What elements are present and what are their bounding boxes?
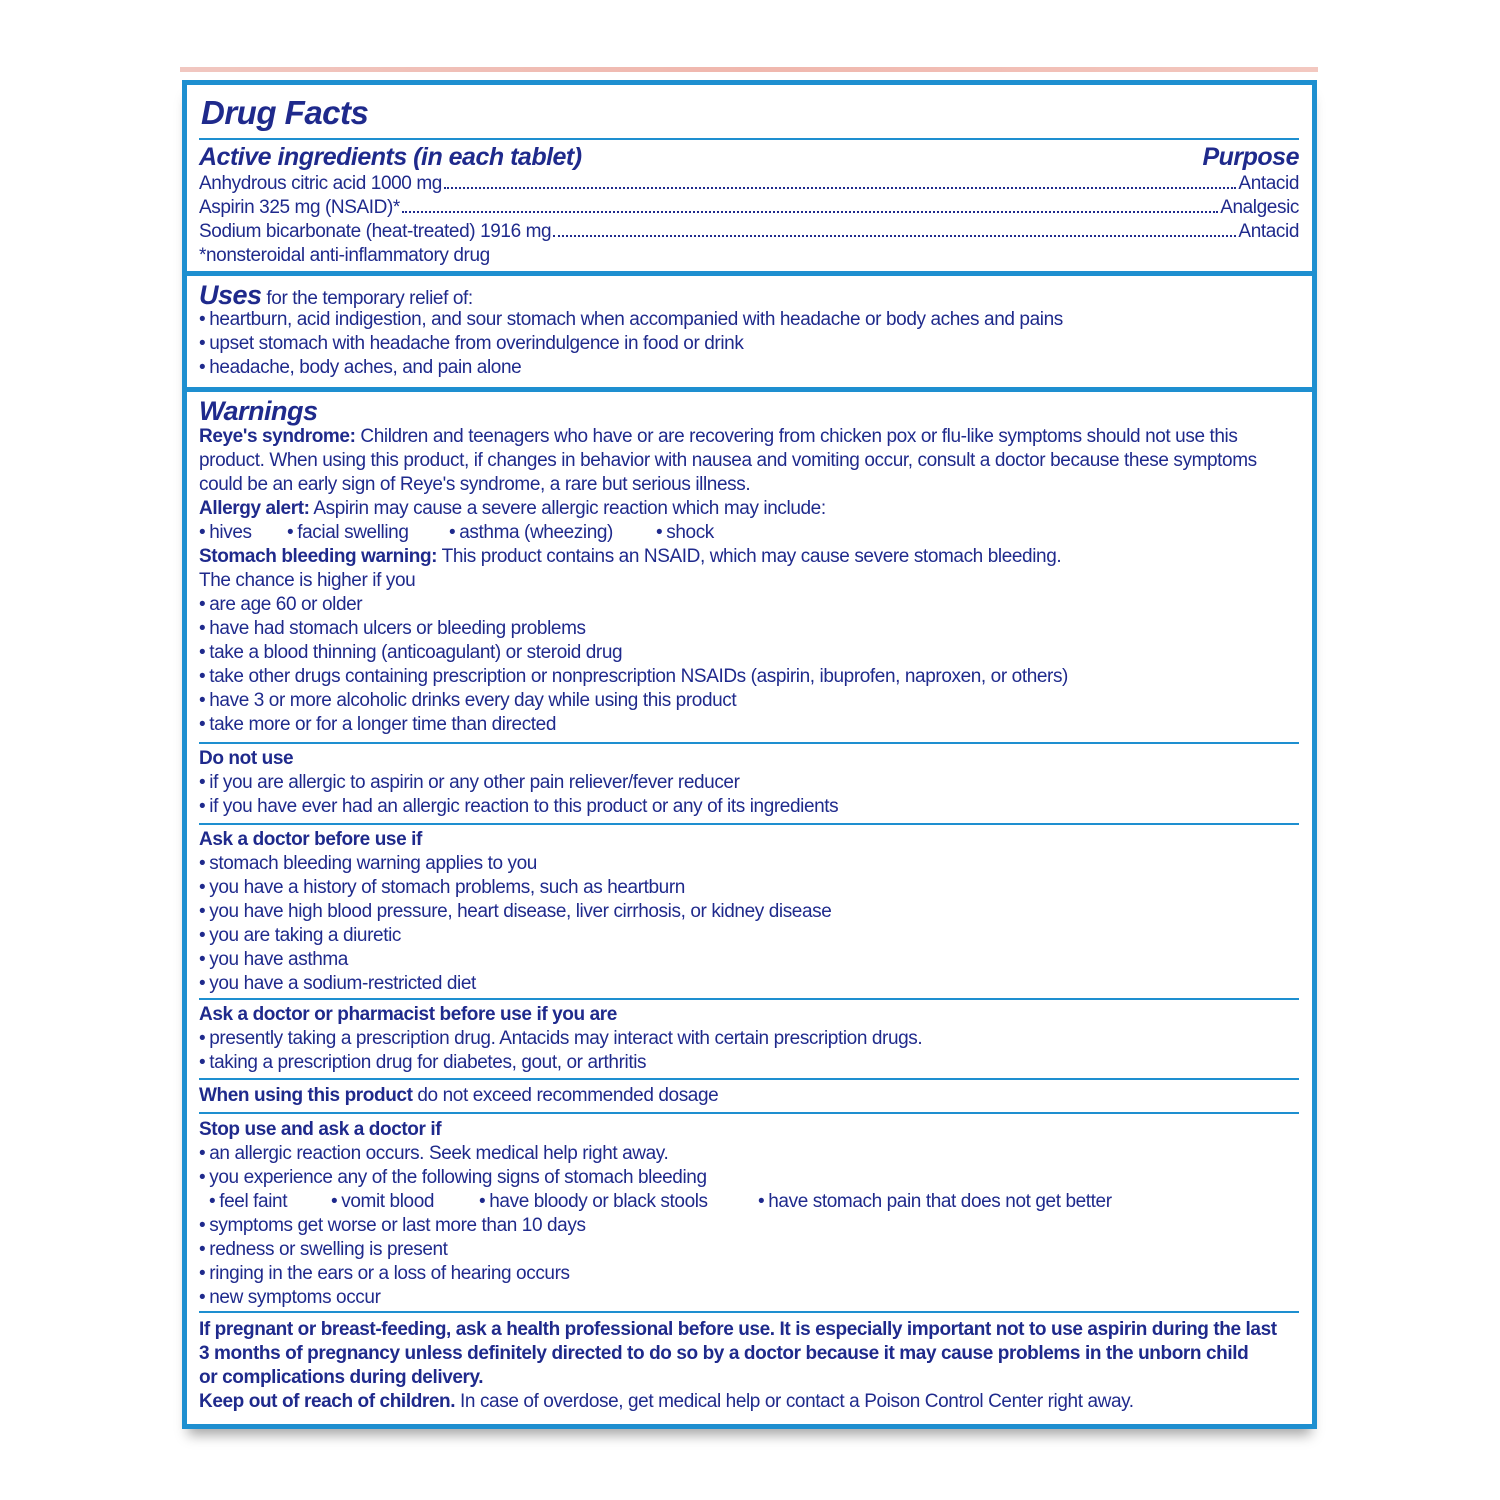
ingredient-row (199, 172, 1299, 196)
list-item: • presently taking a prescription drug. Antacids may interact with certain prescription drugs. (199, 1027, 1299, 1051)
list-item: • have bloody or black stools (479, 1190, 758, 1214)
list-item: • if you are allergic to aspirin or any other pain reliever/fever reducer (199, 771, 1299, 795)
ingredient-name: Aspirin 325 mg (NSAID)* (199, 197, 400, 218)
warnings-heading: Warnings (199, 396, 318, 426)
ingredient-row (199, 196, 1299, 220)
divider (199, 742, 1299, 744)
ask-pharmacist-section (199, 1003, 1299, 1075)
list-item: • facial swelling (287, 521, 449, 545)
active-ingredients-heading: Active ingredients (in each tablet) (199, 143, 582, 171)
uses-heading: Uses (199, 280, 262, 310)
stop-use-section (199, 1118, 1299, 1310)
ingredient-purpose: Antacid (1238, 173, 1299, 194)
list-item: • if you have ever had an allergic reaction to this product or any of its ingredients (199, 795, 1299, 819)
list-item: • headache, body aches, and pain alone (199, 356, 1299, 380)
list-item: • you have a history of stomach problems, such as heartburn (199, 876, 1299, 900)
ingredient-name: Anhydrous citric acid 1000 mg (199, 173, 442, 194)
when-using-section (199, 1084, 1299, 1108)
allergy-list (199, 521, 1299, 545)
divider (199, 1112, 1299, 1114)
bleeding-signs-list (199, 1190, 1299, 1214)
ingredient-purpose: Antacid (1238, 221, 1299, 242)
list-item: • have stomach pain that does not get better (758, 1190, 1112, 1214)
list-item: • redness or swelling is present (199, 1238, 1299, 1262)
do-not-use-section (199, 747, 1299, 819)
section-separator (187, 271, 1312, 276)
list-item: • taking a prescription drug for diabetes, gout, or arthritis (199, 1051, 1299, 1075)
reyes-text: product. When using this product, if changes in behavior with nausea and vomiting occur, consult a doctor because these symptoms (199, 450, 1257, 471)
keep-out-text: In case of overdose, get medical help or contact a Poison Control Center right away. (455, 1391, 1134, 1412)
pregnancy-text: 3 months of pregnancy unless definitely directed to do so by a doctor because it may cause problems in the unborn child (199, 1343, 1249, 1364)
list-item: • you are taking a diuretic (199, 924, 1299, 948)
divider (199, 998, 1299, 1000)
uses-intro: for the temporary relief of: (261, 288, 473, 309)
dot-leader (553, 235, 1236, 237)
divider (199, 138, 1299, 140)
list-item: • you have high blood pressure, heart disease, liver cirrhosis, or kidney disease (199, 900, 1299, 924)
list-item: • you have asthma (199, 948, 1299, 972)
footnote: *nonsteroidal anti-inflammatory drug (199, 245, 490, 266)
allergy-text: Aspirin may cause a severe allergic reaction which may include: (309, 498, 826, 519)
ingredient-name: Sodium bicarbonate (heat-treated) 1916 mg (199, 221, 552, 242)
reyes-text: Children and teenagers who have or are recovering from chicken pox or flu-like symptoms should not use this (355, 426, 1238, 447)
active-ingredients-section (199, 142, 1299, 268)
list-item: • asthma (wheezing) (449, 521, 656, 545)
when-using-label: When using this product (199, 1085, 413, 1106)
stomach-text: This product contains an NSAID, which may cause severe stomach bleeding. (437, 546, 1062, 567)
list-item: • take other drugs containing prescription or nonprescription NSAIDs (aspirin, ibuprofen, naproxen, or others) (199, 665, 1299, 689)
list-item: • shock (656, 521, 714, 545)
list-item: • stomach bleeding warning applies to you (199, 852, 1299, 876)
list-item: • an allergic reaction occurs. Seek medical help right away. (199, 1142, 1299, 1166)
list-item: • hives (199, 521, 287, 545)
list-item: • are age 60 or older (199, 593, 1299, 617)
ingredient-purpose: Analgesic (1220, 197, 1299, 218)
list-item: • symptoms get worse or last more than 10 days (199, 1214, 1299, 1238)
reyes-text: could be an early sign of Reye's syndrome, a rare but serious illness. (199, 474, 751, 495)
drug-facts-title: Drug Facts (201, 94, 369, 131)
list-item: • you have a sodium-restricted diet (199, 972, 1299, 996)
list-item: • you experience any of the following signs of stomach bleeding (199, 1166, 1299, 1190)
list-item: • upset stomach with headache from overindulgence in food or drink (199, 332, 1299, 356)
list-item: • have had stomach ulcers or bleeding problems (199, 617, 1299, 641)
list-item: • ringing in the ears or a loss of hearing occurs (199, 1262, 1299, 1286)
ask-doctor-heading: Ask a doctor before use if (199, 829, 422, 850)
list-item: • take more or for a longer time than directed (199, 713, 1299, 737)
section-separator (187, 387, 1312, 392)
drug-facts-panel (182, 80, 1317, 1429)
pregnancy-text: If pregnant or breast-feeding, ask a health professional before use. It is especially important not to use aspirin during the last (199, 1319, 1277, 1340)
stomach-label: Stomach bleeding warning: (199, 546, 438, 567)
dot-leader (402, 211, 1218, 213)
uses-section (199, 282, 1299, 380)
list-item: • new symptoms occur (199, 1286, 1299, 1310)
ask-doctor-section (199, 828, 1299, 996)
ingredient-row (199, 220, 1299, 244)
pregnancy-text: or complications during delivery. (199, 1367, 484, 1388)
list-item: • vomit blood (331, 1190, 479, 1214)
stop-use-heading: Stop use and ask a doctor if (199, 1119, 442, 1140)
list-item: • have 3 or more alcoholic drinks every day while using this product (199, 689, 1299, 713)
purpose-heading: Purpose (1202, 143, 1299, 171)
when-using-text: do not exceed recommended dosage (412, 1085, 719, 1106)
list-item: • feel faint (209, 1190, 331, 1214)
list-item: • heartburn, acid indigestion, and sour stomach when accompanied with headache or body aches and pains (199, 308, 1299, 332)
divider (199, 1311, 1299, 1313)
ask-pharmacist-heading: Ask a doctor or pharmacist before use if you are (199, 1004, 617, 1025)
pregnancy-section (199, 1318, 1299, 1414)
reyes-label: Reye's syndrome: (199, 426, 356, 447)
divider (199, 823, 1299, 825)
dot-leader (444, 187, 1237, 189)
list-item: • take a blood thinning (anticoagulant) or steroid drug (199, 641, 1299, 665)
top-accent-bar (180, 67, 1318, 72)
warnings-section (199, 397, 1299, 737)
keep-out-label: Keep out of reach of children. (199, 1391, 456, 1412)
stomach-text: The chance is higher if you (199, 570, 416, 591)
divider (199, 1078, 1299, 1080)
do-not-use-heading: Do not use (199, 748, 294, 769)
allergy-label: Allergy alert: (199, 498, 310, 519)
